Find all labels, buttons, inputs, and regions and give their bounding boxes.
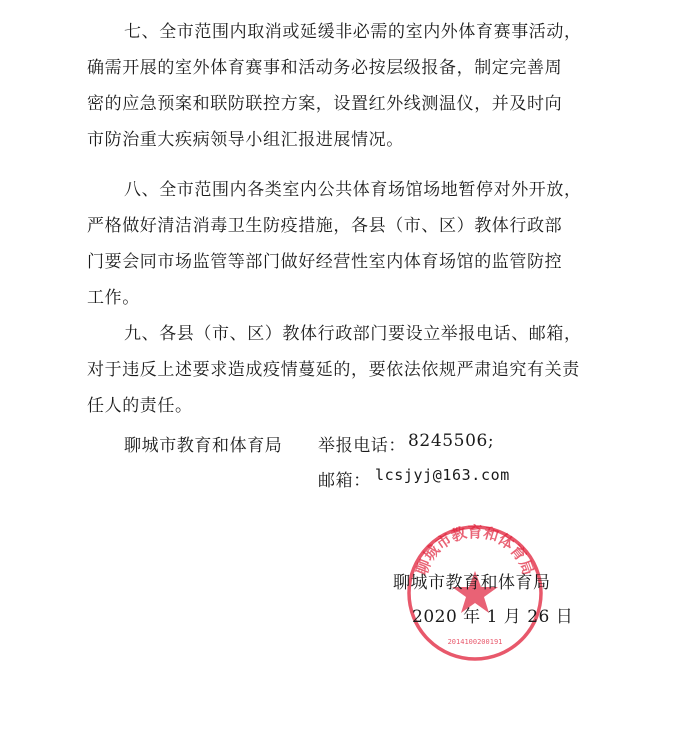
paragraph-line: 七、全市范围内取消或延缓非必需的室内外体育赛事活动， [124,22,582,42]
paragraph-line: 对于违反上述要求造成疫情蔓延的，要依法依规严肃追究有关责 [87,360,580,380]
seal-code: 2014100200191 [447,638,503,646]
paragraph-line: 密的应急预案和联防联控方案，设置红外线测温仪，并及时向 [87,94,563,114]
phone-number: 8245506; [408,431,495,451]
email-label: 邮箱： [318,471,371,491]
official-seal [405,523,545,663]
paragraph-line: 任人的责任。 [87,396,193,416]
signature-date: 2020 年 1 月 26 日 [412,607,574,627]
paragraph-line: 九、各县（市、区）教体行政部门要设立举报电话、邮箱， [124,324,582,344]
paragraph-line: 严格做好清洁消毒卫生防疫措施，各县（市、区）教体行政部 [87,216,563,236]
contact-org: 聊城市教育和体育局 [124,436,283,456]
paragraph-line: 市防治重大疾病领导小组汇报进展情况。 [87,130,404,150]
paragraph-line: 工作。 [87,288,140,308]
paragraph-line: 确需开展的室外体育赛事和活动务必按层级报备，制定完善周 [87,58,563,78]
signature-org: 聊城市教育和体育局 [393,573,551,593]
email-address: lcsjyj@163.com [375,466,510,484]
paragraph-line: 八、全市范围内各类室内公共体育场馆场地暂停对外开放， [124,180,582,200]
seal-graphic [405,523,545,663]
seal-arc-text: 聊城市教育和体育局 [412,523,538,578]
paragraph-line: 门要会同市场监管等部门做好经营性室内体育场馆的监管防控 [87,252,563,272]
phone-label: 举报电话： [318,436,406,456]
